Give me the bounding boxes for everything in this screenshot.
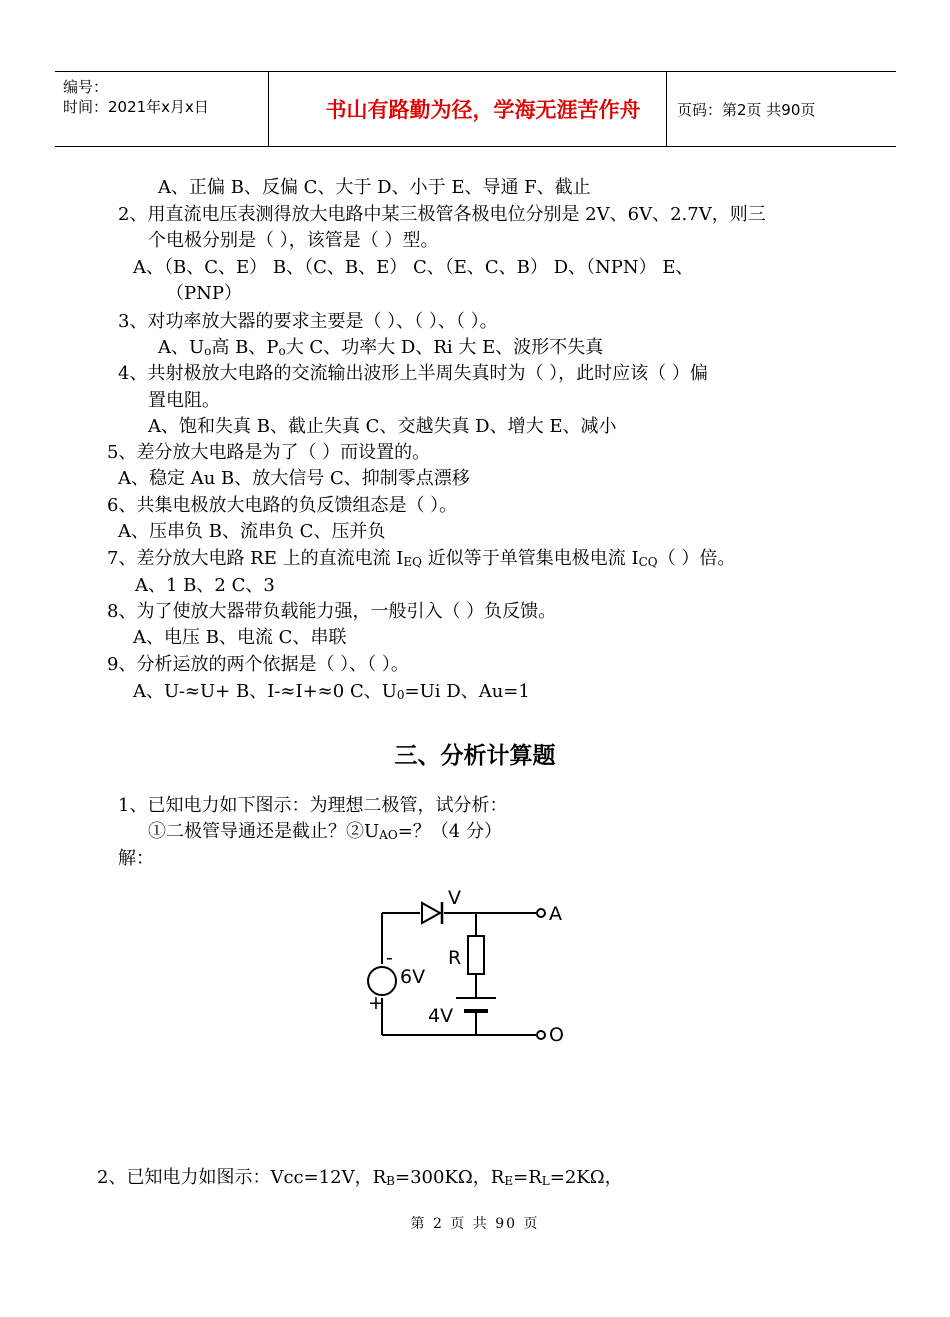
question-1: 1、已知电力如下图示：为理想二极管，试分析： — [118, 795, 508, 816]
text-line: A、（B、C、E） B、（C、B、E） C、（E、C、B） D、（NPN） E、 — [133, 257, 694, 278]
text-line: A、压串负 B、流串负 C、压并负 — [118, 521, 386, 542]
text-line: A、$U_o$高 B、$P_o$大 C、功率大 D、Ri 大 E、波形不失真 — [158, 337, 604, 358]
number-label: 编号： — [63, 78, 109, 96]
diode-symbol — [422, 903, 440, 923]
page-header — [55, 71, 896, 147]
source-plus: + — [368, 992, 384, 1014]
resistor-label: R — [448, 947, 462, 969]
terminal-a-label: A — [549, 903, 562, 925]
diode-label: V — [448, 887, 461, 909]
question-2: 2、已知电力如图示：Vcc=12V，$R_B=300K\Omega$，$R_E=R_L=2K\Omega$， — [97, 1167, 623, 1188]
circuit-diagram — [360, 880, 600, 1050]
question-1-parts: ①二极管导通还是截止？$②U_{AO}=$？（4 分） — [148, 821, 502, 842]
text-line: A、饱和失真 B、截止失真 C、交越失真 D、增大 E、减小 — [148, 416, 617, 437]
text-line: 3、对功率放大器的要求主要是（ ）、（ ）、（ ）。 — [118, 311, 498, 332]
header-divider — [666, 72, 667, 146]
text-line: A、U-≈U+ B、I-≈I+≈0 C、$U_0=Ui$ D、Au=1 — [133, 681, 530, 702]
text-line: 个电极分别是（ ），该管是（ ）型。 — [148, 230, 439, 251]
text-line: A、稳定 Au B、放大信号 C、抑制零点漂移 — [118, 468, 470, 489]
text-line: 5、差分放大电路是为了（ ）而设置的。 — [107, 442, 431, 463]
source-minus: - — [386, 947, 393, 969]
header-motto: 书山有路勤为径，学海无涯苦作舟 — [325, 97, 641, 122]
battery-label: 4V — [428, 1005, 454, 1027]
text-line: 9、分析运放的两个依据是（ ）、（ ）。 — [107, 654, 409, 675]
header-page-label: 页码：第2页 共90页 — [677, 101, 816, 119]
text-line: （PNP） — [166, 283, 242, 304]
text-line: A、正偏 B、反偏 C、大于 D、小于 E、导通 F、截止 — [158, 177, 591, 198]
text-line: 8、为了使放大器带负载能力强，一般引入（ ）负反馈。 — [107, 601, 557, 622]
resistor-symbol — [468, 936, 484, 974]
header-divider — [268, 72, 269, 146]
source-label: 6V — [400, 966, 426, 988]
time-label: 时间：2021年x月x日 — [63, 98, 209, 116]
text-line: 4、共射极放大电路的交流输出波形上半周失真时为（ ），此时应该（ ）偏 — [118, 363, 708, 384]
text-line: 6、共集电极放大电路的负反馈组态是（ ）。 — [107, 495, 458, 516]
text-line: A、电压 B、电流 C、串联 — [133, 627, 347, 648]
text-line: A、1 B、2 C、3 — [135, 575, 275, 596]
text-line: 置电阻。 — [148, 390, 220, 411]
text-line: 2、用直流电压表测得放大电路中某三极管各极电位分别是 2V、6V、2.7V，则三 — [118, 204, 766, 225]
page-footer: 第 2 页 共 90 页 — [410, 1216, 540, 1232]
section-title: 三、分析计算题 — [394, 743, 556, 769]
terminal-o-label: O — [549, 1024, 564, 1046]
header-meta — [63, 77, 209, 117]
text-line: 7、差分放大电路 RE 上的直流电流 $I_{EQ}$ 近似等于单管集电极电流 $I_{CQ}$（ ）倍。 — [107, 548, 736, 569]
answer-label: 解： — [118, 848, 154, 869]
